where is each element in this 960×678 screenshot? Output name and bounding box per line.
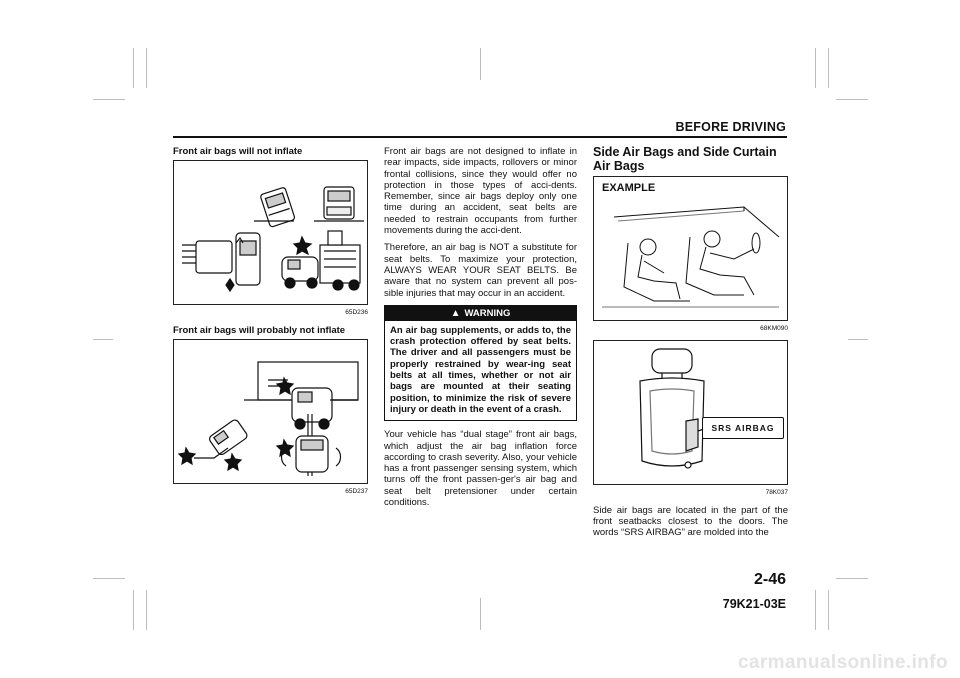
warning-text: An air bag supplements, or adds to, the crash protection offered by seat belts. The driver and all passengers must be properly restrained by wear-ing seat belts at all times, whether or not air bags are mounted at their seating position, to minimize the risk of severe injury or death in the event of a crash. — [390, 324, 571, 415]
figure-srs-airbag-seat — [593, 340, 788, 485]
right-column — [593, 146, 788, 544]
crop-mark — [146, 48, 147, 88]
crop-mark — [93, 99, 125, 100]
page-number: 2-46 — [753, 571, 786, 588]
crop-mark — [828, 48, 829, 88]
figure-code: 65D237 — [345, 487, 368, 495]
crop-mark — [146, 590, 147, 630]
subheading-probably-not-inflate: Front air bags will probably not inflate — [173, 324, 346, 336]
warning-header — [385, 306, 576, 321]
crop-mark — [815, 590, 816, 630]
warning-title: WARNING — [464, 307, 511, 319]
crop-mark — [93, 578, 125, 579]
crop-mark — [828, 590, 829, 630]
figure-side-curtain-example — [593, 176, 788, 321]
body-paragraph: Therefore, an air bag is NOT a substitute for seat belts. To maximize your protection, ALWAYS WEAR YOUR SEAT BELTS. Be aware that no system can prevent all pos-sible injuries that may occur in an accident. — [384, 242, 577, 299]
crop-mark — [480, 598, 481, 630]
srs-airbag-tag: SRS AIRBAG — [702, 417, 784, 439]
middle-column — [384, 146, 577, 514]
running-header-title: BEFORE DRIVING — [675, 120, 786, 134]
figure-code: 65D236 — [345, 309, 368, 317]
warning-box — [384, 305, 577, 421]
crop-mark — [815, 48, 816, 88]
figure-code: 78K037 — [765, 489, 788, 497]
body-paragraph: Front air bags are not designed to inflate in rear impacts, side impacts, rollovers or minor frontal collisions, since they would offer no protection in those types of acci-dents. Remember, since air bags deploy only one time during an accident, seat belts are needed to restrain occupants from further movements during the acci-dent. — [384, 146, 577, 237]
figure-probably-no-inflate — [173, 339, 368, 484]
figure-code: 68KM090 — [760, 325, 788, 332]
site-watermark: carmanualsonline.info — [737, 652, 948, 673]
crash-illustration-no-inflate — [174, 161, 367, 304]
section-heading-side-air-bags: Side Air Bags and Side Curtain Air Bags — [593, 145, 777, 173]
subheading-will-not-inflate: Front air bags will not inflate — [173, 146, 303, 157]
figure-no-inflate-crashes — [173, 160, 368, 305]
crop-mark — [836, 99, 868, 100]
crop-mark — [480, 48, 481, 80]
crop-mark — [133, 590, 134, 630]
seat-srs-label-illustration — [594, 341, 787, 484]
crop-mark — [836, 578, 868, 579]
figure-example-label: EXAMPLE — [602, 182, 656, 194]
body-paragraph: Your vehicle has “dual stage” front air bags, which adjust the air bag inflation force according to crash severity. Also, your vehicle has a front passenger sensing system, which turns off the front passen-ger's air bag and seat belt pretensioner under certain conditions. — [384, 429, 577, 509]
car-interior-occupants-illustration — [594, 177, 787, 320]
document-code: 79K21-03E — [722, 597, 786, 611]
header-rule — [173, 136, 787, 138]
left-column — [173, 146, 368, 503]
crash-illustration-probably-no-inflate — [174, 340, 367, 483]
crop-mark — [848, 339, 868, 340]
crop-mark — [93, 339, 113, 340]
warning-triangle-icon: ▲ — [450, 307, 461, 319]
body-paragraph: Side air bags are located in the part of the front seatbacks closest to the doors. The words “SRS AIRBAG” are molded into the — [593, 504, 788, 539]
crop-mark — [133, 48, 134, 88]
